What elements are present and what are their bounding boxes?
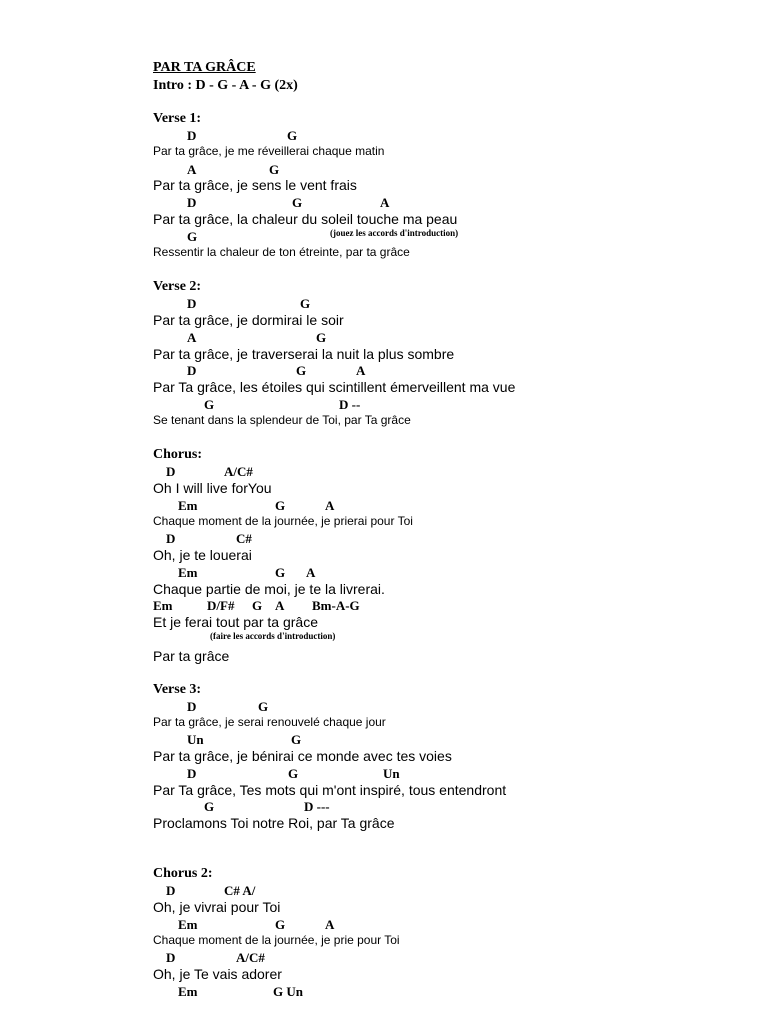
intro-line: Intro : D - G - A - G (2x)	[153, 78, 298, 93]
lyric-line: Oh I will live forYou	[153, 480, 272, 496]
chord: G	[275, 565, 286, 580]
lyric-line: Par Ta grâce, les étoiles qui scintillent émerveillent ma vue	[153, 379, 516, 395]
chord: D	[187, 296, 197, 311]
chord: D	[166, 883, 176, 898]
lyric-line: Par ta grâce, je traverserai la nuit la plus sombre	[153, 346, 455, 362]
lyric-line: Par ta grâce, je sens le vent frais	[153, 177, 357, 193]
chord: D	[166, 531, 176, 546]
chord: D	[187, 195, 197, 210]
chord: A	[356, 363, 366, 378]
lyric-line: Se tenant dans la splendeur de Toi, par Ta grâce	[153, 413, 411, 427]
chorus-label: Chorus:	[153, 447, 203, 462]
chord: D/F#	[207, 598, 235, 613]
lyric-line: Par ta grâce, je dormirai le soir	[153, 312, 344, 328]
lyric-line: Oh, je vivrai pour Toi	[153, 899, 281, 915]
chord: D	[187, 766, 197, 781]
lyric-line: Par ta grâce, je serai renouvelé chaque jour	[153, 715, 386, 729]
chord: A	[275, 598, 285, 613]
instruction-note: (faire les accords d'introduction)	[210, 631, 336, 641]
chord: Bm-A-G	[312, 598, 360, 613]
chord: Em	[153, 598, 173, 613]
chord: Un	[187, 732, 204, 747]
lyric-line: Par Ta grâce, Tes mots qui m'ont inspiré, tous entendront	[153, 782, 507, 798]
chord: G	[258, 699, 269, 714]
chord: A/C#	[224, 464, 253, 479]
song-title: PAR TA GRÂCE	[153, 60, 256, 75]
lyric-line: Chaque moment de la journée, je prierai pour Toi	[153, 514, 413, 528]
lyric-line: Par ta grâce, la chaleur du soleil touche ma peau	[153, 211, 458, 227]
lyric-line: Chaque moment de la journée, je prie pour Toi	[153, 933, 400, 947]
lyric-line: Oh, je Te vais adorer	[153, 966, 282, 982]
chorus2-label: Chorus 2:	[153, 866, 213, 881]
chord: G Un	[273, 984, 303, 999]
chord: A	[325, 917, 335, 932]
chord: G	[296, 363, 307, 378]
chord: A	[187, 162, 197, 177]
chord: G	[275, 498, 286, 513]
chord: G	[275, 917, 286, 932]
chord: D	[187, 363, 197, 378]
chord: Em	[178, 984, 198, 999]
chord: G	[300, 296, 311, 311]
chord: D --	[339, 397, 361, 412]
chord: G	[287, 128, 298, 143]
chord: C# A/	[224, 883, 256, 898]
chord: D ---	[304, 799, 330, 814]
chord: G	[187, 229, 198, 244]
lyric-line: Par ta grâce	[153, 648, 230, 664]
chord: G	[204, 397, 215, 412]
chord: G	[204, 799, 215, 814]
chord: G	[288, 766, 299, 781]
chord: D	[166, 950, 176, 965]
lyric-line: Oh, je te louerai	[153, 547, 252, 563]
lyric-line: Chaque partie de moi, je te la livrerai.	[153, 581, 385, 597]
chord: A	[380, 195, 390, 210]
instruction-note: (jouez les accords d'introduction)	[330, 228, 459, 238]
chord: Em	[178, 498, 198, 513]
chord: D	[187, 128, 197, 143]
chord: C#	[236, 531, 252, 546]
chord: Em	[178, 565, 198, 580]
lyric-line: Par ta grâce, je me réveillerai chaque matin	[153, 144, 385, 158]
chord: D	[187, 699, 197, 714]
lyric-line: Par ta grâce, je bénirai ce monde avec tes voies	[153, 748, 452, 764]
chord: G	[269, 162, 280, 177]
chord: D	[166, 464, 176, 479]
chord: Em	[178, 917, 198, 932]
verse2-label: Verse 2:	[153, 279, 202, 294]
verse1-label: Verse 1:	[153, 111, 202, 126]
chord: G	[291, 732, 302, 747]
chord: A	[187, 330, 197, 345]
lyric-line: Ressentir la chaleur de ton étreinte, par ta grâce	[153, 245, 410, 259]
lyric-line: Proclamons Toi notre Roi, par Ta grâce	[153, 815, 395, 831]
verse3-label: Verse 3:	[153, 682, 202, 697]
chord: A	[306, 565, 316, 580]
chord: A	[325, 498, 335, 513]
chord: G	[316, 330, 327, 345]
chord: A/C#	[236, 950, 265, 965]
lyric-line: Et je ferai tout par ta grâce	[153, 614, 318, 630]
chord: G	[252, 598, 263, 613]
chord: Un	[383, 766, 400, 781]
chord: G	[292, 195, 303, 210]
